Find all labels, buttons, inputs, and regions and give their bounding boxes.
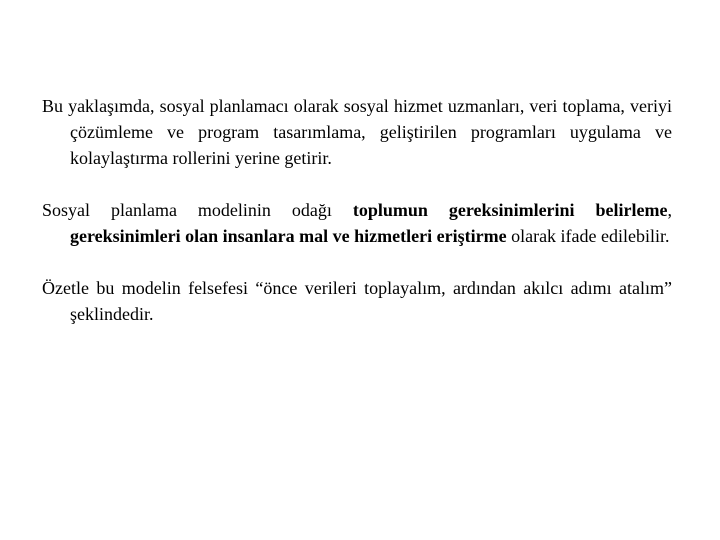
paragraph-text: olarak ifade edilebilir. bbox=[506, 226, 670, 246]
emphasis-needs-identification: toplumun gereksinimlerini belirleme bbox=[352, 200, 668, 220]
paragraph-model-focus bbox=[42, 197, 672, 249]
paragraph-text: Özetle bu modelin felsefesi “önce verileri toplayalım, ardından akılcı adımı atalım” şeklindedir. bbox=[42, 278, 672, 324]
paragraph-model-philosophy bbox=[42, 275, 672, 327]
emphasis-goods-services-access: gereksinimleri olan insanlara mal ve hizmetleri eriştirme bbox=[70, 226, 507, 246]
slide-body bbox=[42, 93, 672, 327]
paragraph-social-planner-roles bbox=[42, 93, 672, 171]
paragraph-text: Sosyal planlama modelinin odağı bbox=[42, 200, 353, 220]
paragraph-text: Bu yaklaşımda, sosyal planlamacı olarak sosyal hizmet uzmanları, veri toplama, veriyi çözümleme ve program tasarımlama, geliştirilen programları uygulama ve kolaylaştırma rollerini yerine getirir. bbox=[42, 96, 672, 168]
paragraph-text: , bbox=[667, 200, 673, 220]
